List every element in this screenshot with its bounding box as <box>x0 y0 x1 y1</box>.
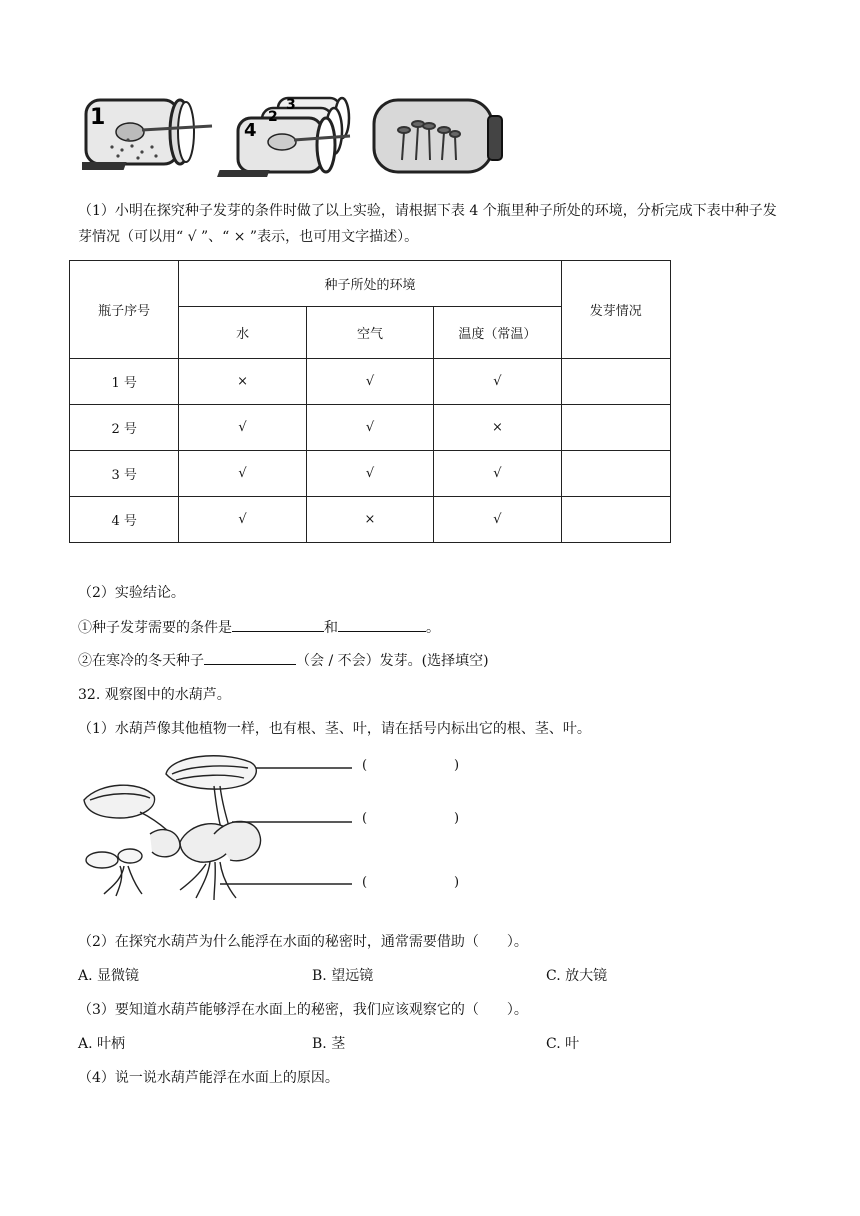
row-temp: √ <box>434 451 561 497</box>
row-result-cell[interactable] <box>561 451 670 497</box>
row-id: 1 号 <box>70 359 179 405</box>
water-hyacinth-illustration <box>80 752 370 902</box>
jar-1 <box>82 100 212 170</box>
row-air: √ <box>306 405 433 451</box>
row-water: √ <box>179 497 306 543</box>
label-paren-close-1: ) <box>454 758 460 773</box>
q32-part3-option-b[interactable]: B. 茎 <box>312 1036 346 1052</box>
jar-3-label: 3 <box>286 97 296 113</box>
row-id: 2 号 <box>70 405 179 451</box>
table-row <box>70 359 671 405</box>
q32-part3-option-c[interactable]: C. 叶 <box>546 1036 580 1052</box>
conclusion-1-text-a: ①种子发芽需要的条件是 <box>78 620 232 636</box>
row-temp: √ <box>434 497 561 543</box>
row-air: √ <box>306 359 433 405</box>
q31-part2-text: （2）实验结论。 <box>78 585 185 601</box>
header-environment: 种子所处的环境 <box>179 261 561 307</box>
seed-conditions-table <box>69 260 671 543</box>
row-id: 3 号 <box>70 451 179 497</box>
header-result: 发芽情况 <box>561 261 670 359</box>
conclusion-1 <box>78 617 440 638</box>
conclusion-2 <box>78 650 489 671</box>
row-temp: × <box>434 405 561 451</box>
conclusion-1-text-b: 和 <box>324 620 338 636</box>
conclusion-1-blank-2[interactable] <box>338 617 426 632</box>
row-result-cell[interactable] <box>561 359 670 405</box>
q32-part2-text: （2）在探究水葫芦为什么能浮在水面的秘密时，通常需要借助（ ）。 <box>78 934 528 950</box>
row-result-cell[interactable] <box>561 405 670 451</box>
table-row <box>70 405 671 451</box>
label-paren-open-3: ( <box>362 875 368 890</box>
conclusion-1-text-c: 。 <box>426 620 440 636</box>
q32-part3-option-a[interactable]: A. 叶柄 <box>78 1036 126 1052</box>
q32-part2-option-a[interactable]: A. 显微镜 <box>78 968 140 984</box>
subheader-air: 空气 <box>306 307 433 359</box>
label-answer-root[interactable] <box>372 873 450 893</box>
row-air: × <box>306 497 433 543</box>
q32-part1-text: （1）水葫芦像其他植物一样，也有根、茎、叶，请在括号内标出它的根、茎、叶。 <box>78 721 591 737</box>
table-row <box>70 497 671 543</box>
sprouted-jar <box>374 100 502 172</box>
conclusion-1-blank-1[interactable] <box>232 617 324 632</box>
conclusion-2-blank[interactable] <box>204 650 296 665</box>
q32-part2-option-c[interactable]: C. 放大镜 <box>546 968 608 984</box>
row-water: √ <box>179 405 306 451</box>
q32-part2-option-b[interactable]: B. 望远镜 <box>312 968 374 984</box>
label-paren-close-3: ) <box>454 875 460 890</box>
seed-jars-illustration <box>82 92 512 182</box>
header-bottle: 瓶子序号 <box>70 261 179 359</box>
subheader-temp: 温度（常温） <box>434 307 561 359</box>
row-water: √ <box>179 451 306 497</box>
label-paren-open-2: ( <box>362 811 368 826</box>
q31-part1-text: （1）小明在探究种子发芽的条件时做了以上实验，请根据下表 4 个瓶里种子所处的环境，分析完成下表中种子发芽情况（可以用“ √ ”、“ × ”表示，也可用文字描述）。 <box>78 203 777 245</box>
conclusion-2-text-a: ②在寒冷的冬天种子 <box>78 653 204 669</box>
row-temp: √ <box>434 359 561 405</box>
jar-1-label: 1 <box>90 105 106 130</box>
label-answer-stem[interactable] <box>372 809 450 829</box>
table-row <box>70 451 671 497</box>
q32-part3-text: （3）要知道水葫芦能够浮在水面上的秘密，我们应该观察它的（ ）。 <box>78 1002 528 1018</box>
row-id: 4 号 <box>70 497 179 543</box>
q32-part4-text: （4）说一说水葫芦能浮在水面上的原因。 <box>78 1070 339 1086</box>
q32-title: 32. 观察图中的水葫芦。 <box>78 687 231 703</box>
row-result-cell[interactable] <box>561 497 670 543</box>
row-water: × <box>179 359 306 405</box>
jars-2-3-4 <box>217 97 350 177</box>
subheader-water: 水 <box>179 307 306 359</box>
row-air: √ <box>306 451 433 497</box>
conclusion-2-text-b: （会 / 不会）发芽。(选择填空) <box>296 653 489 669</box>
label-paren-open-1: ( <box>362 758 368 773</box>
jar-2-label: 2 <box>268 109 278 125</box>
label-paren-close-2: ) <box>454 811 460 826</box>
label-answer-leaf[interactable] <box>372 756 450 776</box>
jar-4-label: 4 <box>244 120 257 141</box>
